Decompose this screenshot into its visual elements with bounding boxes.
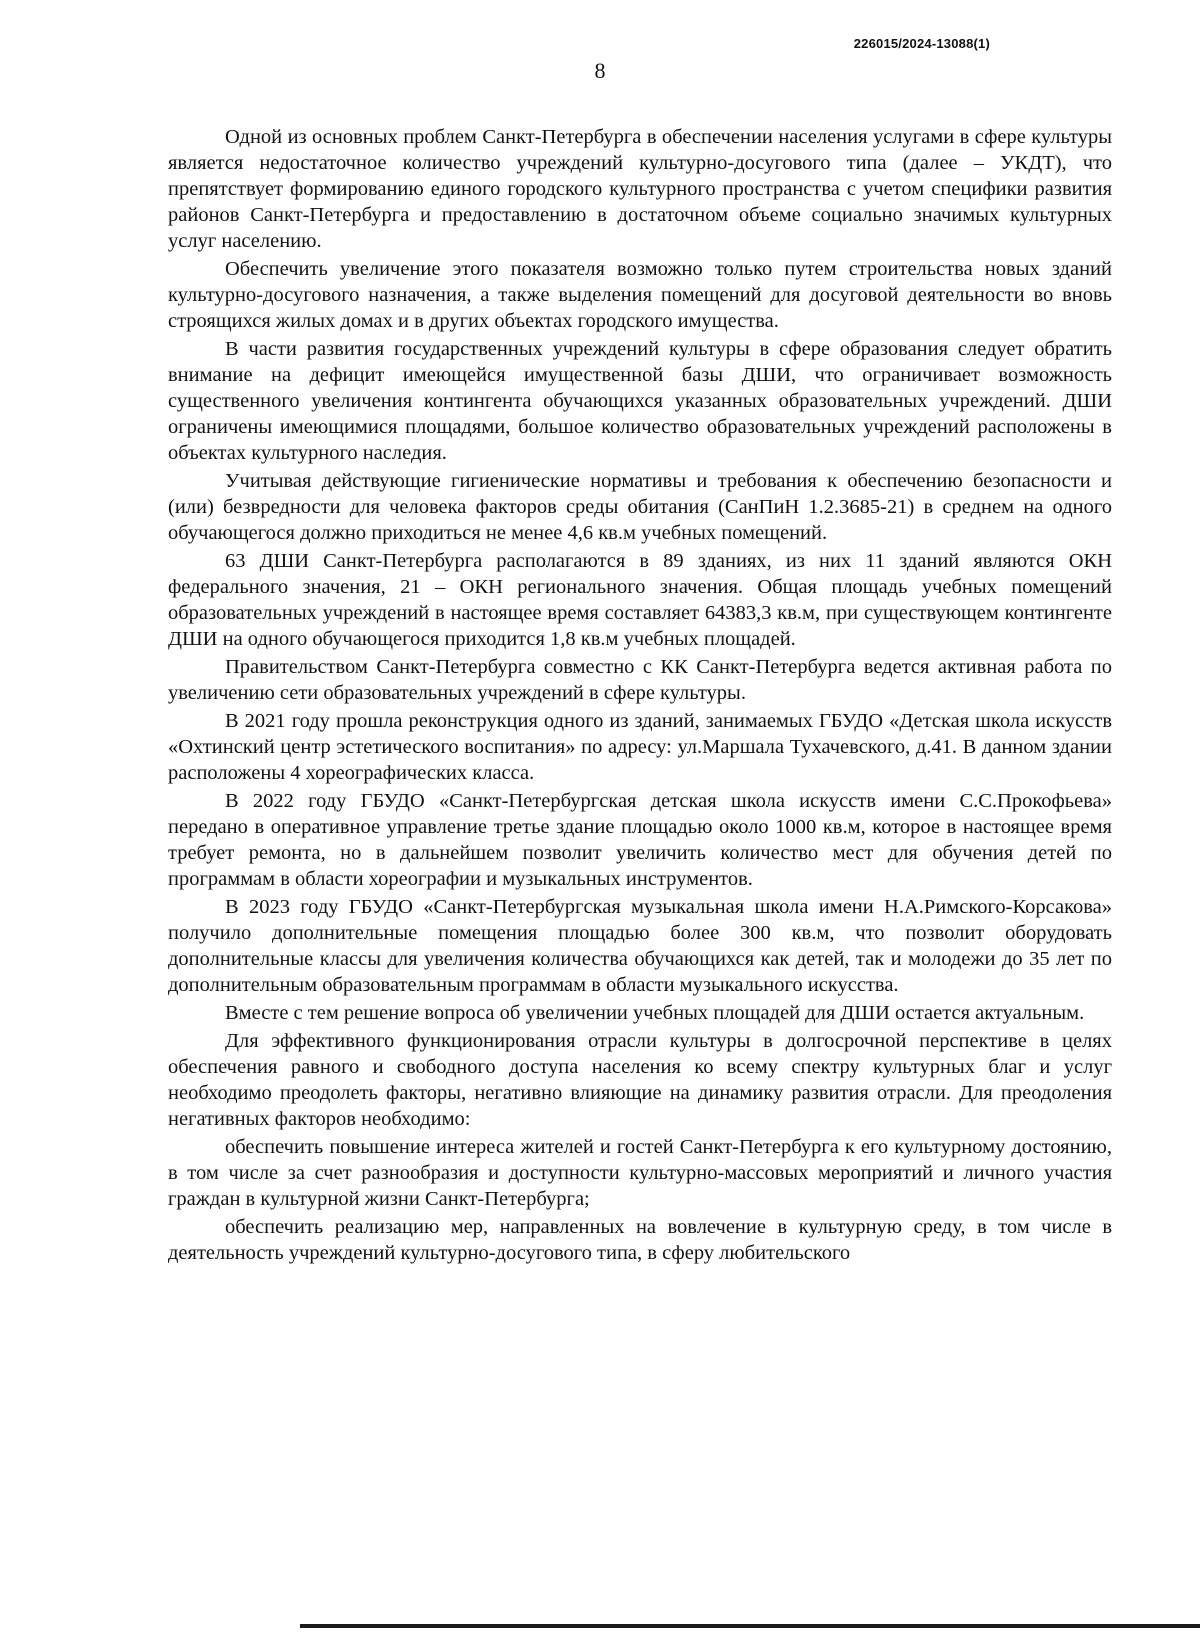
paragraph-2021: В 2021 году прошла реконструкция одного из зданий, занимаемых ГБУДО «Детская школа искусств «Охтинский центр эстетического воспитания» по адресу: ул.Маршала Тухачевского, д.41. В данном здании расположены 4 хореографических класса. [168,710,1112,784]
document-body [168,124,1112,1268]
paragraph-government-work: Правительством Санкт-Петербурга совместно с КК Санкт-Петербурга ведется активная работа по увеличению сети образовательных учреждений в сфере культуры. [168,656,1112,704]
paragraph-2022: В 2022 году ГБУДО «Санкт-Петербургская детская школа искусств имени С.С.Прокофьева» передано в оперативное управление третье здание площадью около 1000 кв.м, которое в настоящее время требует ремонта, но в дальнейшем позволит увеличить количество мест для обучения детей по программам в области хореографии и музыкальных инструментов. [168,790,1112,890]
paragraph-item-involvement: обеспечить реализацию мер, направленных на вовлечение в культурную среду, в том числе в деятельность учреждений культурно-досугового типа, в сферу любительского [168,1216,1112,1264]
page-number: 8 [594,58,606,83]
paragraph-construction: Обеспечить увеличение этого показателя возможно только путем строительства новых зданий культурно-досугового назначения, а также выделения помещений для досуговой деятельности во вновь строящихся жилых домах и в других объектах городского имущества. [168,258,1112,332]
paragraph-effective-functioning: Для эффективного функционирования отрасли культуры в долгосрочной перспективе в целях обеспечения равного и свободного доступа населения ко всему спектру культурных благ и услуг необходимо преодолеть факторы, негативно влияющие на динамику развития отрасли. Для преодоления негативных факторов необходимо: [168,1030,1112,1130]
paragraph-dshi-deficit: В части развития государственных учреждений культуры в сфере образования следует обратить внимание на дефицит имеющейся имущественной базы ДШИ, что ограничивает возможность существенного увеличения контингента обучающихся указанных образовательных учреждений. ДШИ ограничены имеющимися площадями, большое количество образовательных учреждений расположены в объектах культурного наследия. [168,338,1112,464]
document-id: 226015/2024-13088(1) [853,36,990,51]
paragraph-dshi-buildings: 63 ДШИ Санкт-Петербурга располагаются в 89 зданиях, из них 11 зданий являются ОКН федерального значения, 21 – ОКН регионального значения. Общая площадь учебных помещений образовательных учреждений в настоящее время составляет 64383,3 кв.м, при существующем контингенте ДШИ на одного обучающегося приходится 1,8 кв.м учебных площадей. [168,550,1112,650]
paragraph-ukdt-problem: Одной из основных проблем Санкт-Петербурга в обеспечении населения услугами в сфере культуры является недостаточное количество учреждений культурно-досугового типа (далее – УКДТ), что препятствует формированию единого городского культурного пространства с учетом специфики развития районов Санкт-Петербурга и предоставлению в достаточном объеме социально значимых культурных услуг населению. [168,126,1112,252]
paragraph-still-relevant: Вместе с тем решение вопроса об увеличении учебных площадей для ДШИ остается актуальным. [225,1002,1085,1024]
paragraph-sanpin: Учитывая действующие гигиенические нормативы и требования к обеспечению безопасности и (или) безвредности для человека факторов среды обитания (СанПиН 1.2.3685-21) в среднем на одного обучающегося должно приходиться не менее 4,6 кв.м учебных помещений. [168,470,1112,544]
scan-bottom-edge [300,1624,1200,1628]
paragraph-2023: В 2023 году ГБУДО «Санкт-Петербургская музыкальная школа имени Н.А.Римского-Корсакова» получило дополнительные помещения площадью более 300 кв.м, что позволит оборудовать дополнительные классы для увеличения количества обучающихся как детей, так и молодежи до 35 лет по дополнительным образовательным программам в области музыкального искусства. [168,896,1112,996]
paragraph-item-interest: обеспечить повышение интереса жителей и гостей Санкт-Петербурга к его культурному достоянию, в том числе за счет разнообразия и доступности культурно-массовых мероприятий и личного участия граждан в культурной жизни Санкт-Петербурга; [168,1136,1112,1210]
